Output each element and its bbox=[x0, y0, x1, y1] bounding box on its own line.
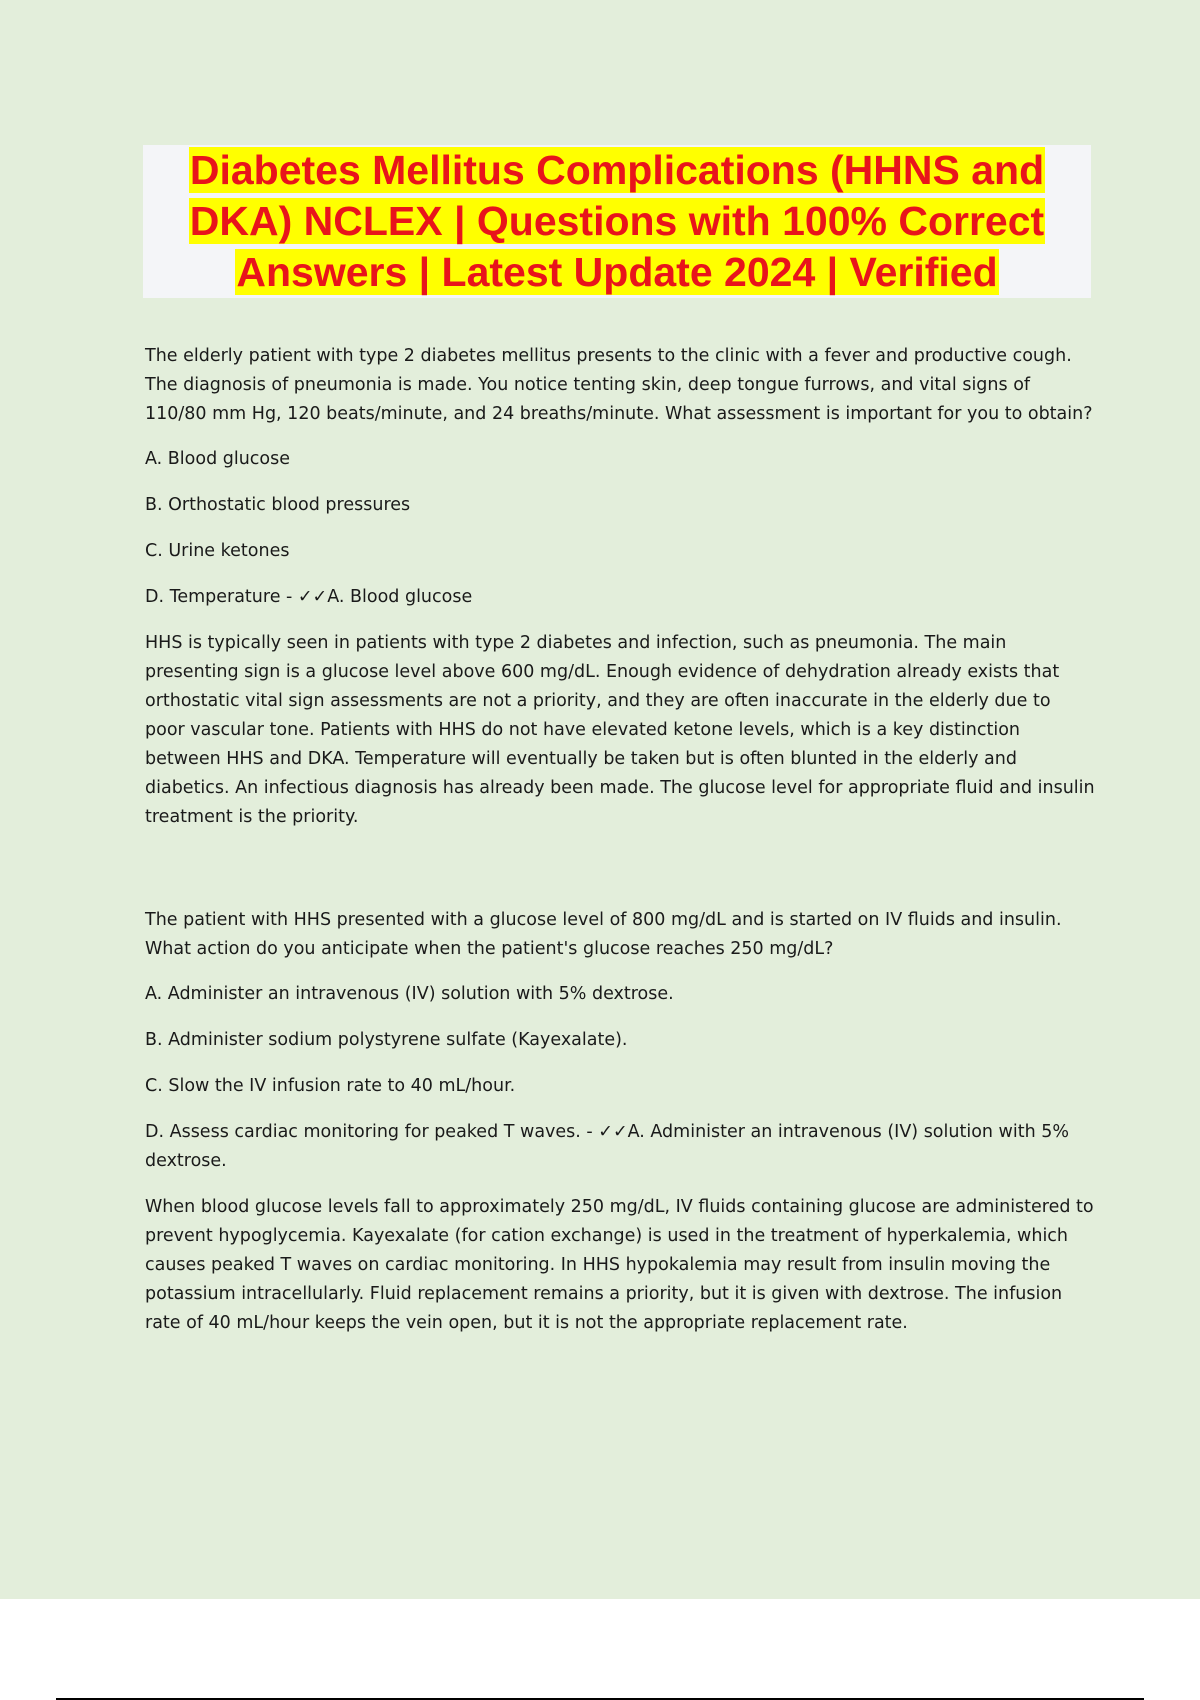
answer-option-b: B. Administer sodium polystyrene sulfate (Kayexalate). bbox=[145, 1030, 628, 1050]
answer-option-d-with-correct-answer: D. Temperature - ✓✓A. Blood glucose bbox=[145, 587, 473, 607]
question-spacer bbox=[145, 848, 1095, 906]
title-line bbox=[143, 145, 1091, 196]
answer-option-a: A. Blood glucose bbox=[145, 449, 291, 469]
question-2 bbox=[145, 906, 1095, 1338]
question-1 bbox=[145, 342, 1095, 832]
question-stem: The elderly patient with type 2 diabetes mellitus presents to the clinic with a fever and productive cough. The diagnosis of pneumonia is made. You notice tenting skin, deep tongue furrows, and vital signs of 110/80 mm Hg, 120 beats/minute, and 24 breaths/minute. What assessment is important for you to obtain? bbox=[145, 346, 1093, 424]
answer-rationale: HHS is typically seen in patients with type 2 diabetes and infection, such as pneumonia. The main presenting sign is a glucose level above 600 mg/dL. Enough evidence of dehydration already exists that orthostatic vital sign assessments are not a priority, and they are often inaccurate in the elderly due to poor vascular tone. Patients with HHS do not have elevated ketone levels, which is a key distinction between HHS and DKA. Temperature will eventually be taken but is often blunted in the elderly and diabetics. An infectious diagnosis has already been made. The glucose level for appropriate fluid and insulin treatment is the priority. bbox=[145, 633, 1095, 827]
title-line bbox=[143, 196, 1091, 247]
title-line-text: Diabetes Mellitus Complications (HHNS and bbox=[189, 147, 1045, 193]
document-title bbox=[143, 145, 1091, 298]
document-body bbox=[145, 342, 1095, 1354]
answer-option-c: C. Urine ketones bbox=[145, 541, 290, 561]
answer-option-c: C. Slow the IV infusion rate to 40 mL/hour. bbox=[145, 1076, 516, 1096]
title-line bbox=[143, 247, 1091, 298]
question-stem: The patient with HHS presented with a glucose level of 800 mg/dL and is started on IV fluids and insulin. What action do you anticipate when the patient's glucose reaches 250 mg/dL? bbox=[145, 910, 1062, 959]
answer-option-d-with-correct-answer: D. Assess cardiac monitoring for peaked T waves. - ✓✓A. Administer an intravenous (IV) solution with 5% dextrose. bbox=[145, 1122, 1070, 1171]
answer-option-a: A. Administer an intravenous (IV) solution with 5% dextrose. bbox=[145, 984, 674, 1004]
title-line-text: DKA) NCLEX | Questions with 100% Correct bbox=[189, 198, 1045, 244]
answer-option-b: B. Orthostatic blood pressures bbox=[145, 495, 411, 515]
answer-rationale: When blood glucose levels fall to approximately 250 mg/dL, IV fluids containing glucose are administered to prevent hypoglycemia. Kayexalate (for cation exchange) is used in the treatment of hyperkalemia, which causes peaked T waves on cardiac monitoring. In HHS hypokalemia may result from insulin moving the potassium intracellularly. Fluid replacement remains a priority, but it is given with dextrose. The infusion rate of 40 mL/hour keeps the vein open, but it is not the appropriate replacement rate. bbox=[145, 1197, 1094, 1333]
title-line-text: Answers | Latest Update 2024 | Verified bbox=[236, 249, 998, 295]
